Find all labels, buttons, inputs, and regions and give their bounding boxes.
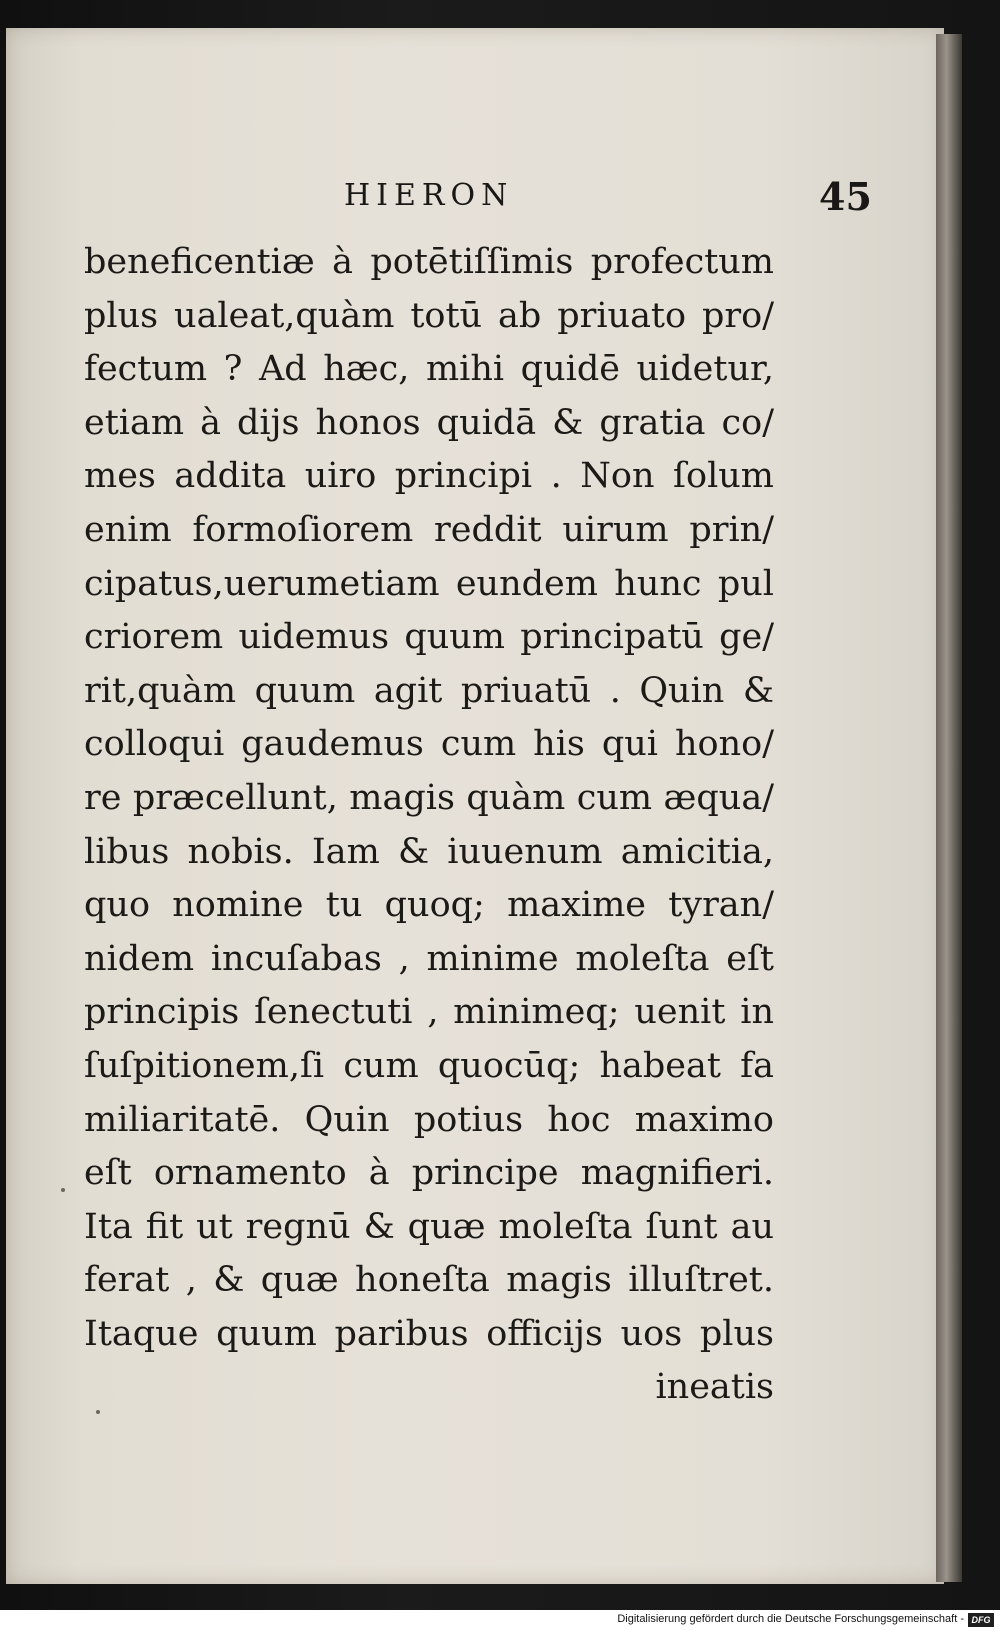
- funding-credit: Digitalisierung gefördert durch die Deutsche Forschungsgemeinschaft -: [617, 1613, 964, 1625]
- text-line: criorem uidemus quum principatū ge/: [84, 617, 774, 658]
- text-line: principis ſenectuti , minimeq; uenit in: [84, 992, 774, 1033]
- text-line: mes addita uiro principi . Non ſolum: [84, 456, 774, 497]
- text-line: libus nobis. Iam & iuuenum amicitia,: [84, 831, 774, 872]
- text-line: miliaritatē. Quin potius hoc maximo: [84, 1099, 774, 1140]
- text-line: beneficentiæ à potētiſſimis profectum: [84, 242, 774, 282]
- page-header: [6, 174, 944, 228]
- digitization-footer: [0, 1610, 1000, 1631]
- text-line: ferat , & quæ honeſta magis illuſtret.: [84, 1260, 774, 1301]
- text-line: re præcellunt, magis quàm cum æqua/: [84, 777, 774, 818]
- text-block: [84, 236, 774, 1415]
- text-line: cipatus,uerumetiam eundem hunc pul: [84, 563, 774, 604]
- running-head: HIERON: [344, 178, 514, 213]
- catchword: ineatis: [655, 1367, 774, 1408]
- text-line: eſt ornamento à principe magnifieri.: [84, 1153, 774, 1194]
- text-line: quo nomine tu quoq; maxime tyran/: [84, 885, 774, 926]
- text-line: Itaque quum paribus officijs uos plus: [84, 1313, 774, 1354]
- text-line: Ita fit ut regnū & quæ moleſta ſunt au: [84, 1206, 774, 1247]
- text-line: rit,quàm quum agit priuatū . Quin &: [84, 670, 774, 711]
- ink-speck: [96, 1410, 100, 1414]
- text-line: ſuſpitionem,ſi cum quocūq; habeat fa: [84, 1045, 774, 1086]
- text-line: plus ualeat,quàm totū ab priuato pro/: [84, 295, 774, 336]
- text-line: enim formoſiorem reddit uirum prin/: [84, 509, 774, 550]
- text-line: fectum ? Ad hæc, mihi quidē uidetur,: [84, 349, 774, 390]
- text-line: etiam à dijs honos quidā & gratia co/: [84, 402, 774, 443]
- dfg-logo-icon: DFG: [968, 1613, 994, 1627]
- book-page: [6, 28, 944, 1584]
- page-edge: [936, 34, 962, 1582]
- text-line: colloqui gaudemus cum his qui hono/: [84, 724, 774, 765]
- text-line: nidem incuſabas , minime moleſta eſt: [84, 938, 774, 979]
- page-number: 45: [819, 174, 872, 219]
- ink-speck: [61, 1188, 65, 1192]
